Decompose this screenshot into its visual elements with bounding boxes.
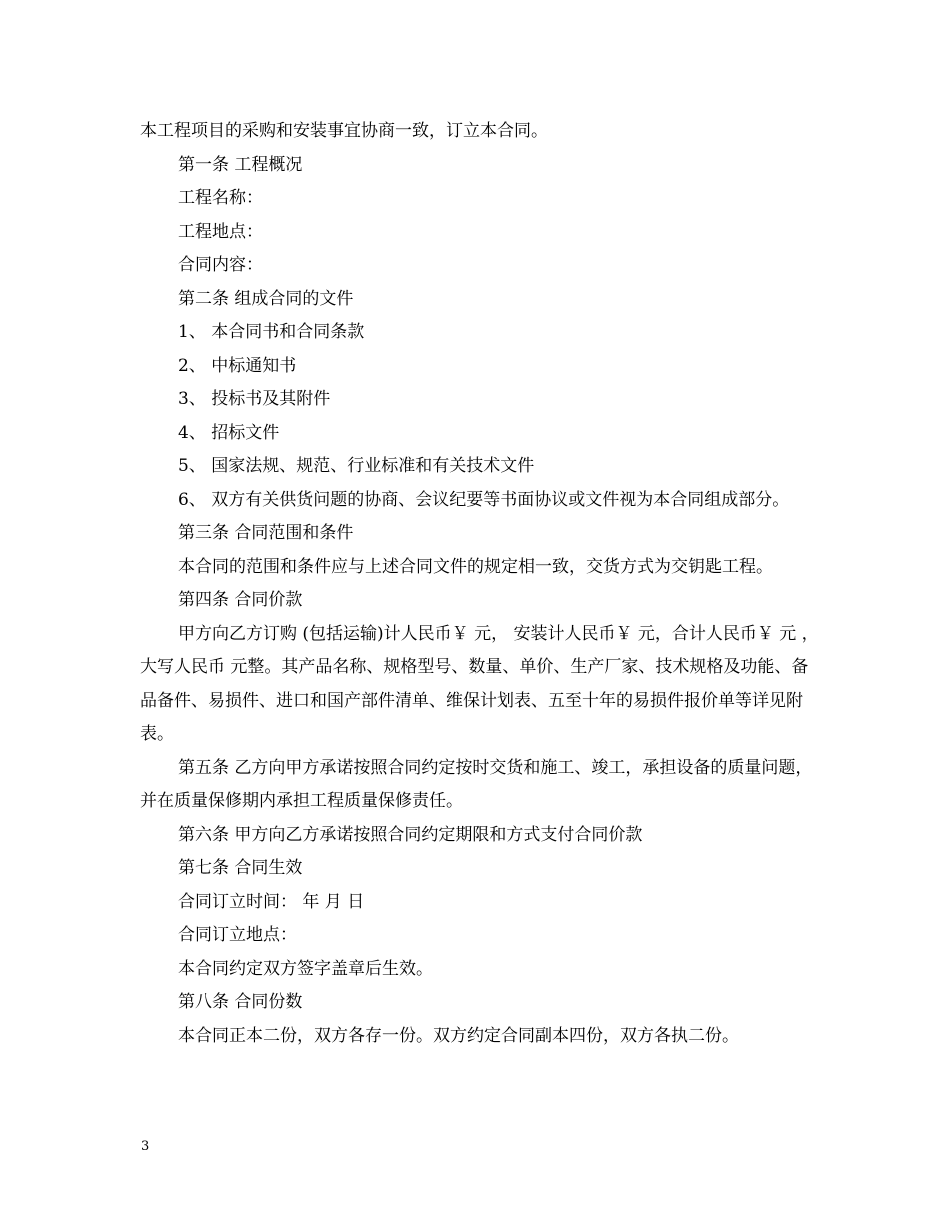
section-heading-3: 第三条 合同范围和条件 [178,523,354,543]
section-heading-2: 第二条 组成合同的文件 [178,288,354,309]
paragraph: 本合同的范围和条件应与上述合同文件的规定相一致，交货方式为交钥匙工程。 [178,556,773,577]
paragraph: 甲方向乙方订购 (包括运输)计人民币￥ 元， 安装计人民币￥ 元，合计人民币￥ 元 ，大写人民币 元整。其产品名称、规格型号、数量、单价、生产厂家、技术规格及功能、备品备件、易损件、进口和国产部件清单、维保计划表、五至十年的易损件报价单等详见附表。 [140,623,819,744]
section-heading-5: 第五条 乙方向甲方承诺按照合同约定按时交货和施工、竣工，承担设备的质量问题，并在质量保修期内承担工程质量保修责任。 [140,757,813,811]
contract-content-field: 合同内容： [178,255,263,275]
section-heading-8: 第八条 合同份数 [178,992,303,1012]
section-heading-1: 第一条 工程概况 [178,154,303,175]
list-item: 1、 本合同书和合同条款 [178,322,365,342]
signing-date-field: 合同订立时间： 年 月 日 [178,891,365,912]
section-heading-4: 第四条 合同价款 [178,590,303,610]
section-heading-7: 第七条 合同生效 [178,858,303,878]
project-name-field: 工程名称： [178,188,263,208]
list-item: 2、 中标通知书 [178,355,297,376]
list-item: 3、 投标书及其附件 [178,389,331,409]
paragraph: 本工程项目的采购和安装事宜协商一致，订立本合同。 [140,121,548,141]
signing-place-field: 合同订立地点： [178,925,297,945]
list-item: 4、 招标文件 [178,422,280,443]
document-body [140,115,820,1053]
paragraph: 本合同约定双方签字盖章后生效。 [178,958,433,979]
list-item: 5、 国家法规、规范、行业标准和有关技术文件 [178,456,535,476]
paragraph: 本合同正本二份，双方各存一份。双方约定合同副本四份，双方各执二份。 [178,1025,739,1046]
section-heading-6: 第六条 甲方向乙方承诺按照合同约定期限和方式支付合同价款 [178,824,643,845]
page-number: 3 [141,1139,150,1154]
list-item: 6、 双方有关供货问题的协商、会议纪要等书面协议或文件视为本合同组成部分。 [178,489,790,510]
project-location-field: 工程地点： [178,221,263,242]
